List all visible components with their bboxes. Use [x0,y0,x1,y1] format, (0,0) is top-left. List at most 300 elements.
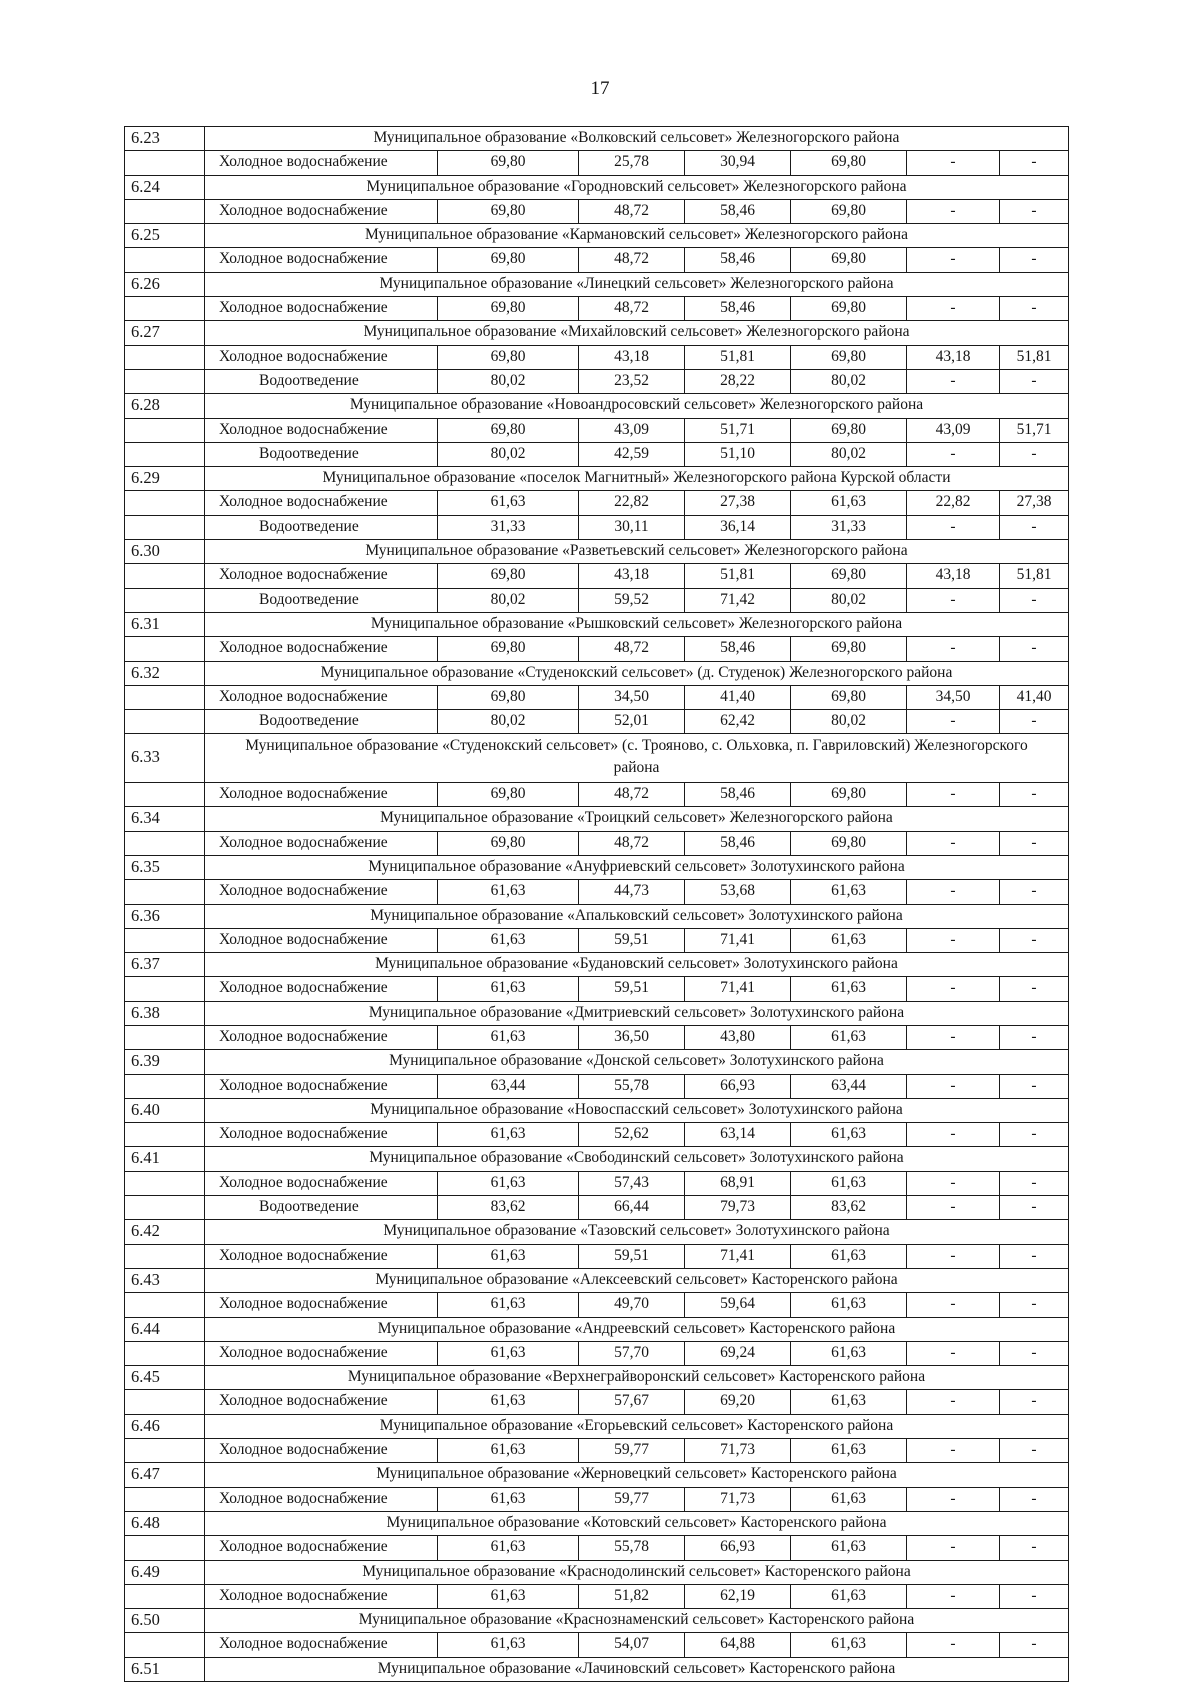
tariff-value: - [907,1633,1000,1657]
tariff-value: - [907,1075,1000,1099]
tariff-value: 64,88 [685,1633,791,1657]
tariff-value: 52,01 [579,710,685,734]
service-name: Холодное водоснабжение [205,1026,438,1050]
tariff-value: 59,51 [579,929,685,953]
tariff-value: 25,78 [579,151,685,175]
tariff-value: 61,63 [791,1536,907,1560]
tariff-value: - [907,1172,1000,1196]
empty-code-cell [125,1633,205,1657]
section-code: 6.31 [125,613,205,637]
empty-code-cell [125,783,205,807]
service-name: Холодное водоснабжение [205,880,438,904]
tariff-value: - [907,297,1000,321]
service-name: Водоотведение [205,443,438,467]
service-name: Холодное водоснабжение [205,637,438,661]
service-name: Холодное водоснабжение [205,1172,438,1196]
tariff-value: 36,50 [579,1026,685,1050]
tariff-value: 30,11 [579,516,685,540]
tariff-value: 43,18 [907,564,1000,588]
tariff-value: 59,52 [579,589,685,613]
service-name: Холодное водоснабжение [205,297,438,321]
tariff-value: 51,71 [685,419,791,443]
section-code: 6.29 [125,467,205,491]
municipality-title: Муниципальное образование «Городновский сельсовет» Железногорского района [205,176,1069,200]
service-name: Холодное водоснабжение [205,151,438,175]
tariff-value: 58,46 [685,297,791,321]
tariff-value: 69,80 [438,832,579,856]
tariff-value: 61,63 [791,1439,907,1463]
tariff-value: 61,63 [438,929,579,953]
tariff-value: 58,46 [685,832,791,856]
tariff-value: 48,72 [579,200,685,224]
tariff-value: 34,50 [579,686,685,710]
empty-code-cell [125,1585,205,1609]
municipality-title: Муниципальное образование «поселок Магнитный» Железногорского района Курской области [205,467,1069,491]
tariff-value: 61,63 [438,1293,579,1317]
tariff-value: - [907,248,1000,272]
empty-code-cell [125,248,205,272]
tariff-value: 61,63 [438,1026,579,1050]
tariff-value: 71,73 [685,1488,791,1512]
tariff-value: 71,42 [685,589,791,613]
tariff-value: 80,02 [438,710,579,734]
tariff-value: - [1000,1536,1069,1560]
tariff-value: 61,63 [438,1245,579,1269]
empty-code-cell [125,346,205,370]
tariff-value: 61,63 [791,1390,907,1414]
tariff-value: 57,67 [579,1390,685,1414]
tariff-value: 57,43 [579,1172,685,1196]
tariff-value: 69,80 [438,686,579,710]
tariff-value: - [1000,1439,1069,1463]
municipality-title: Муниципальное образование «Новоспасский сельсовет» Золотухинского района [205,1099,1069,1123]
section-code: 6.25 [125,224,205,248]
tariff-value: 43,18 [579,346,685,370]
tariff-value: - [1000,1342,1069,1366]
tariff-value: 31,33 [438,516,579,540]
tariff-value: 69,80 [438,297,579,321]
tariff-value: - [1000,1488,1069,1512]
empty-code-cell [125,832,205,856]
municipality-title: Муниципальное образование «Краснодолинский сельсовет» Касторенского района [205,1561,1069,1585]
tariff-value: 69,80 [791,200,907,224]
tariff-value: 69,80 [791,346,907,370]
empty-code-cell [125,564,205,588]
municipality-title: Муниципальное образование «Егорьевский сельсовет» Касторенского района [205,1415,1069,1439]
empty-code-cell [125,1245,205,1269]
service-name: Холодное водоснабжение [205,1633,438,1657]
municipality-title: Муниципальное образование «Будановский сельсовет» Золотухинского района [205,953,1069,977]
municipality-title: Муниципальное образование «Волковский сельсовет» Железногорского района [205,127,1069,151]
tariff-value: 80,02 [791,710,907,734]
municipality-title: Муниципальное образование «Линецкий сельсовет» Железногорского района [205,273,1069,297]
section-code: 6.50 [125,1609,205,1633]
tariff-value: 69,80 [438,346,579,370]
tariff-value: 51,81 [685,346,791,370]
empty-code-cell [125,297,205,321]
empty-code-cell [125,1536,205,1560]
tariff-value: 80,02 [438,589,579,613]
tariff-value: 27,38 [685,491,791,515]
empty-code-cell [125,1390,205,1414]
tariff-value: 59,77 [579,1488,685,1512]
tariff-value: 61,63 [791,1293,907,1317]
tariff-value: 69,80 [791,686,907,710]
tariff-value: - [907,637,1000,661]
tariff-value: 61,63 [791,1172,907,1196]
empty-code-cell [125,710,205,734]
tariff-value: - [1000,370,1069,394]
tariff-value: - [907,1536,1000,1560]
municipality-title: Муниципальное образование «Студенокский сельсовет» (д. Студенок) Железногорского района [205,662,1069,686]
tariff-value: - [1000,1075,1069,1099]
tariff-value: - [1000,1123,1069,1147]
section-code: 6.47 [125,1463,205,1487]
tariff-value: 52,62 [579,1123,685,1147]
tariff-value: - [907,832,1000,856]
tariff-value: 27,38 [1000,491,1069,515]
municipality-title: Муниципальное образование «Ануфриевский сельсовет» Золотухинского района [205,856,1069,880]
municipality-title: Муниципальное образование «Котовский сельсовет» Касторенского района [205,1512,1069,1536]
section-code: 6.32 [125,662,205,686]
empty-code-cell [125,1293,205,1317]
service-name: Холодное водоснабжение [205,929,438,953]
tariff-value: 61,63 [791,977,907,1001]
tariff-value: - [907,589,1000,613]
tariff-value: 71,41 [685,929,791,953]
tariff-value: 51,81 [685,564,791,588]
service-name: Холодное водоснабжение [205,346,438,370]
tariff-value: 69,80 [438,248,579,272]
tariff-value: 69,80 [438,200,579,224]
section-code: 6.28 [125,394,205,418]
tariff-value: 48,72 [579,297,685,321]
tariff-value: - [1000,200,1069,224]
tariff-value: 61,63 [438,1172,579,1196]
tariff-value: - [1000,1245,1069,1269]
empty-code-cell [125,151,205,175]
tariff-value: - [1000,1633,1069,1657]
tariff-value: 83,62 [791,1196,907,1220]
tariff-value: 80,02 [438,370,579,394]
section-code: 6.30 [125,540,205,564]
tariff-value: 71,41 [685,977,791,1001]
municipality-title: Муниципальное образование «Студенокский сельсовет» (с. Трояново, с. Ольховка, п. Гавриловский) Железногорского района [205,734,1069,783]
tariff-value: 51,81 [1000,346,1069,370]
tariff-value: 36,14 [685,516,791,540]
tariff-value: 69,80 [438,564,579,588]
municipality-title: Муниципальное образование «Разветьевский сельсовет» Железногорского района [205,540,1069,564]
tariff-value: 69,80 [791,151,907,175]
tariff-value: 66,93 [685,1536,791,1560]
empty-code-cell [125,1439,205,1463]
tariff-value: 23,52 [579,370,685,394]
tariff-value: 58,46 [685,200,791,224]
section-code: 6.37 [125,953,205,977]
tariff-value: 69,80 [438,151,579,175]
municipality-title: Муниципальное образование «Рышковский сельсовет» Железногорского района [205,613,1069,637]
tariff-value: - [1000,151,1069,175]
tariff-value: 61,63 [791,491,907,515]
tariff-value: 66,93 [685,1075,791,1099]
tariff-value: 55,78 [579,1536,685,1560]
municipality-title: Муниципальное образование «Донской сельсовет» Золотухинского района [205,1050,1069,1074]
tariff-value: 61,63 [438,1536,579,1560]
section-code: 6.38 [125,1002,205,1026]
tariff-value: 63,14 [685,1123,791,1147]
service-name: Холодное водоснабжение [205,1585,438,1609]
service-name: Холодное водоснабжение [205,1488,438,1512]
tariff-value: 79,73 [685,1196,791,1220]
tariff-value: 61,63 [791,1026,907,1050]
tariff-value: 58,46 [685,248,791,272]
empty-code-cell [125,1026,205,1050]
tariff-value: 30,94 [685,151,791,175]
section-code: 6.51 [125,1658,205,1682]
tariff-value: 22,82 [907,491,1000,515]
empty-code-cell [125,1172,205,1196]
municipality-title: Муниципальное образование «Кармановский сельсовет» Железногорского района [205,224,1069,248]
tariff-value: 69,80 [438,783,579,807]
empty-code-cell [125,370,205,394]
tariff-value: - [907,1390,1000,1414]
tariff-value: 59,51 [579,977,685,1001]
tariff-value: - [907,1293,1000,1317]
empty-code-cell [125,516,205,540]
tariff-value: 80,02 [438,443,579,467]
section-code: 6.23 [125,127,205,151]
tariff-value: 69,80 [438,637,579,661]
tariff-value: 83,62 [438,1196,579,1220]
tariff-value: 66,44 [579,1196,685,1220]
tariff-value: - [1000,977,1069,1001]
empty-code-cell [125,929,205,953]
tariff-value: - [1000,1293,1069,1317]
service-name: Холодное водоснабжение [205,1342,438,1366]
empty-code-cell [125,686,205,710]
tariff-value: 34,50 [907,686,1000,710]
municipality-title: Муниципальное образование «Михайловский сельсовет» Железногорского района [205,321,1069,345]
tariff-value: 71,41 [685,1245,791,1269]
tariff-value: - [907,783,1000,807]
tariff-value: - [907,1439,1000,1463]
tariff-value: - [907,151,1000,175]
tariff-value: 61,63 [438,1488,579,1512]
tariff-value: 61,63 [791,1123,907,1147]
tariff-value: 42,59 [579,443,685,467]
tariff-value: - [1000,783,1069,807]
tariff-value: 61,63 [438,1390,579,1414]
tariff-value: 63,44 [438,1075,579,1099]
tariff-value: 51,10 [685,443,791,467]
tariff-value: 69,80 [438,419,579,443]
tariff-value: 69,80 [791,419,907,443]
empty-code-cell [125,200,205,224]
section-code: 6.36 [125,905,205,929]
service-name: Водоотведение [205,516,438,540]
section-code: 6.42 [125,1220,205,1244]
section-code: 6.49 [125,1561,205,1585]
service-name: Холодное водоснабжение [205,1123,438,1147]
tariff-value: - [907,1123,1000,1147]
tariff-value: 61,63 [438,491,579,515]
tariff-value: 69,20 [685,1390,791,1414]
municipality-title: Муниципальное образование «Алексеевский сельсовет» Касторенского района [205,1269,1069,1293]
tariff-value: 48,72 [579,637,685,661]
tariff-value: 48,72 [579,832,685,856]
tariff-value: 69,80 [791,637,907,661]
tariff-value: - [1000,637,1069,661]
service-name: Холодное водоснабжение [205,1439,438,1463]
tariff-value: - [907,516,1000,540]
tariff-value: 61,63 [791,1245,907,1269]
tariff-value: 61,63 [438,1342,579,1366]
municipality-title: Муниципальное образование «Тазовский сельсовет» Золотухинского района [205,1220,1069,1244]
tariff-value: 22,82 [579,491,685,515]
tariff-value: - [907,977,1000,1001]
service-name: Холодное водоснабжение [205,491,438,515]
municipality-title: Муниципальное образование «Жерновецкий сельсовет» Касторенского района [205,1463,1069,1487]
tariff-value: 43,18 [579,564,685,588]
tariff-value: - [907,880,1000,904]
service-name: Холодное водоснабжение [205,1390,438,1414]
tariff-value: - [907,370,1000,394]
empty-code-cell [125,589,205,613]
section-code: 6.39 [125,1050,205,1074]
tariff-value: - [1000,589,1069,613]
empty-code-cell [125,419,205,443]
service-name: Холодное водоснабжение [205,1245,438,1269]
empty-code-cell [125,1488,205,1512]
section-code: 6.40 [125,1099,205,1123]
section-code: 6.26 [125,273,205,297]
service-name: Водоотведение [205,1196,438,1220]
tariff-value: 61,63 [791,1488,907,1512]
municipality-title: Муниципальное образование «Троицкий сельсовет» Железногорского района [205,807,1069,831]
tariff-table [124,126,1069,1682]
tariff-value: 61,63 [791,880,907,904]
municipality-title: Муниципальное образование «Лачиновский сельсовет» Касторенского района [205,1658,1069,1682]
service-name: Водоотведение [205,589,438,613]
tariff-value: 69,80 [791,564,907,588]
tariff-value: 58,46 [685,637,791,661]
tariff-value: 44,73 [579,880,685,904]
service-name: Холодное водоснабжение [205,1075,438,1099]
tariff-value: - [1000,929,1069,953]
tariff-value: 68,91 [685,1172,791,1196]
service-name: Холодное водоснабжение [205,977,438,1001]
tariff-value: 49,70 [579,1293,685,1317]
tariff-value: - [907,1585,1000,1609]
tariff-value: 80,02 [791,443,907,467]
service-name: Холодное водоснабжение [205,1293,438,1317]
tariff-value: - [1000,443,1069,467]
tariff-value: 51,81 [1000,564,1069,588]
tariff-value: 80,02 [791,370,907,394]
tariff-value: 48,72 [579,783,685,807]
section-code: 6.43 [125,1269,205,1293]
tariff-value: 61,63 [791,1585,907,1609]
tariff-value: - [1000,516,1069,540]
section-code: 6.46 [125,1415,205,1439]
municipality-title: Муниципальное образование «Андреевский сельсовет» Касторенского района [205,1318,1069,1342]
tariff-value: 48,72 [579,248,685,272]
tariff-value: 43,80 [685,1026,791,1050]
empty-code-cell [125,491,205,515]
tariff-value: - [907,1245,1000,1269]
tariff-value: - [907,929,1000,953]
service-name: Холодное водоснабжение [205,200,438,224]
section-code: 6.33 [125,734,205,783]
tariff-value: - [1000,1585,1069,1609]
tariff-value: - [1000,248,1069,272]
tariff-value: - [907,443,1000,467]
service-name: Холодное водоснабжение [205,783,438,807]
tariff-value: 58,46 [685,783,791,807]
tariff-value: - [1000,297,1069,321]
section-code: 6.41 [125,1147,205,1171]
municipality-title: Муниципальное образование «Дмитриевский сельсовет» Золотухинского района [205,1002,1069,1026]
tariff-value: - [907,200,1000,224]
tariff-value: - [907,1342,1000,1366]
tariff-value: 69,80 [791,248,907,272]
empty-code-cell [125,1342,205,1366]
service-name: Водоотведение [205,370,438,394]
empty-code-cell [125,880,205,904]
section-code: 6.44 [125,1318,205,1342]
tariff-value: 61,63 [438,977,579,1001]
tariff-value: 61,63 [438,880,579,904]
tariff-value: 43,09 [579,419,685,443]
tariff-value: 62,42 [685,710,791,734]
tariff-value: - [907,1196,1000,1220]
municipality-title: Муниципальное образование «Верхнеграйворонский сельсовет» Касторенского района [205,1366,1069,1390]
tariff-value: - [907,1488,1000,1512]
page-number: 17 [590,78,610,99]
municipality-title: Муниципальное образование «Свободинский сельсовет» Золотухинского района [205,1147,1069,1171]
tariff-value: - [907,1026,1000,1050]
tariff-value: 54,07 [579,1633,685,1657]
tariff-value: 43,09 [907,419,1000,443]
tariff-value: 59,64 [685,1293,791,1317]
tariff-value: 61,63 [438,1633,579,1657]
tariff-value: 61,63 [438,1439,579,1463]
service-name: Холодное водоснабжение [205,564,438,588]
tariff-value: - [1000,880,1069,904]
tariff-value: 61,63 [438,1123,579,1147]
tariff-value: 61,63 [791,929,907,953]
tariff-value: - [1000,710,1069,734]
tariff-value: 69,24 [685,1342,791,1366]
empty-code-cell [125,977,205,1001]
municipality-title: Муниципальное образование «Новоандросовский сельсовет» Железногорского района [205,394,1069,418]
service-name: Холодное водоснабжение [205,1536,438,1560]
empty-code-cell [125,1075,205,1099]
section-code: 6.24 [125,176,205,200]
tariff-value: 53,68 [685,880,791,904]
tariff-value: 61,63 [791,1342,907,1366]
tariff-value: - [1000,832,1069,856]
tariff-value: - [1000,1390,1069,1414]
tariff-value: 80,02 [791,589,907,613]
tariff-value: 69,80 [791,297,907,321]
section-code: 6.45 [125,1366,205,1390]
tariff-value: 59,77 [579,1439,685,1463]
section-code: 6.35 [125,856,205,880]
tariff-value: 43,18 [907,346,1000,370]
tariff-value: 63,44 [791,1075,907,1099]
tariff-value: - [907,710,1000,734]
